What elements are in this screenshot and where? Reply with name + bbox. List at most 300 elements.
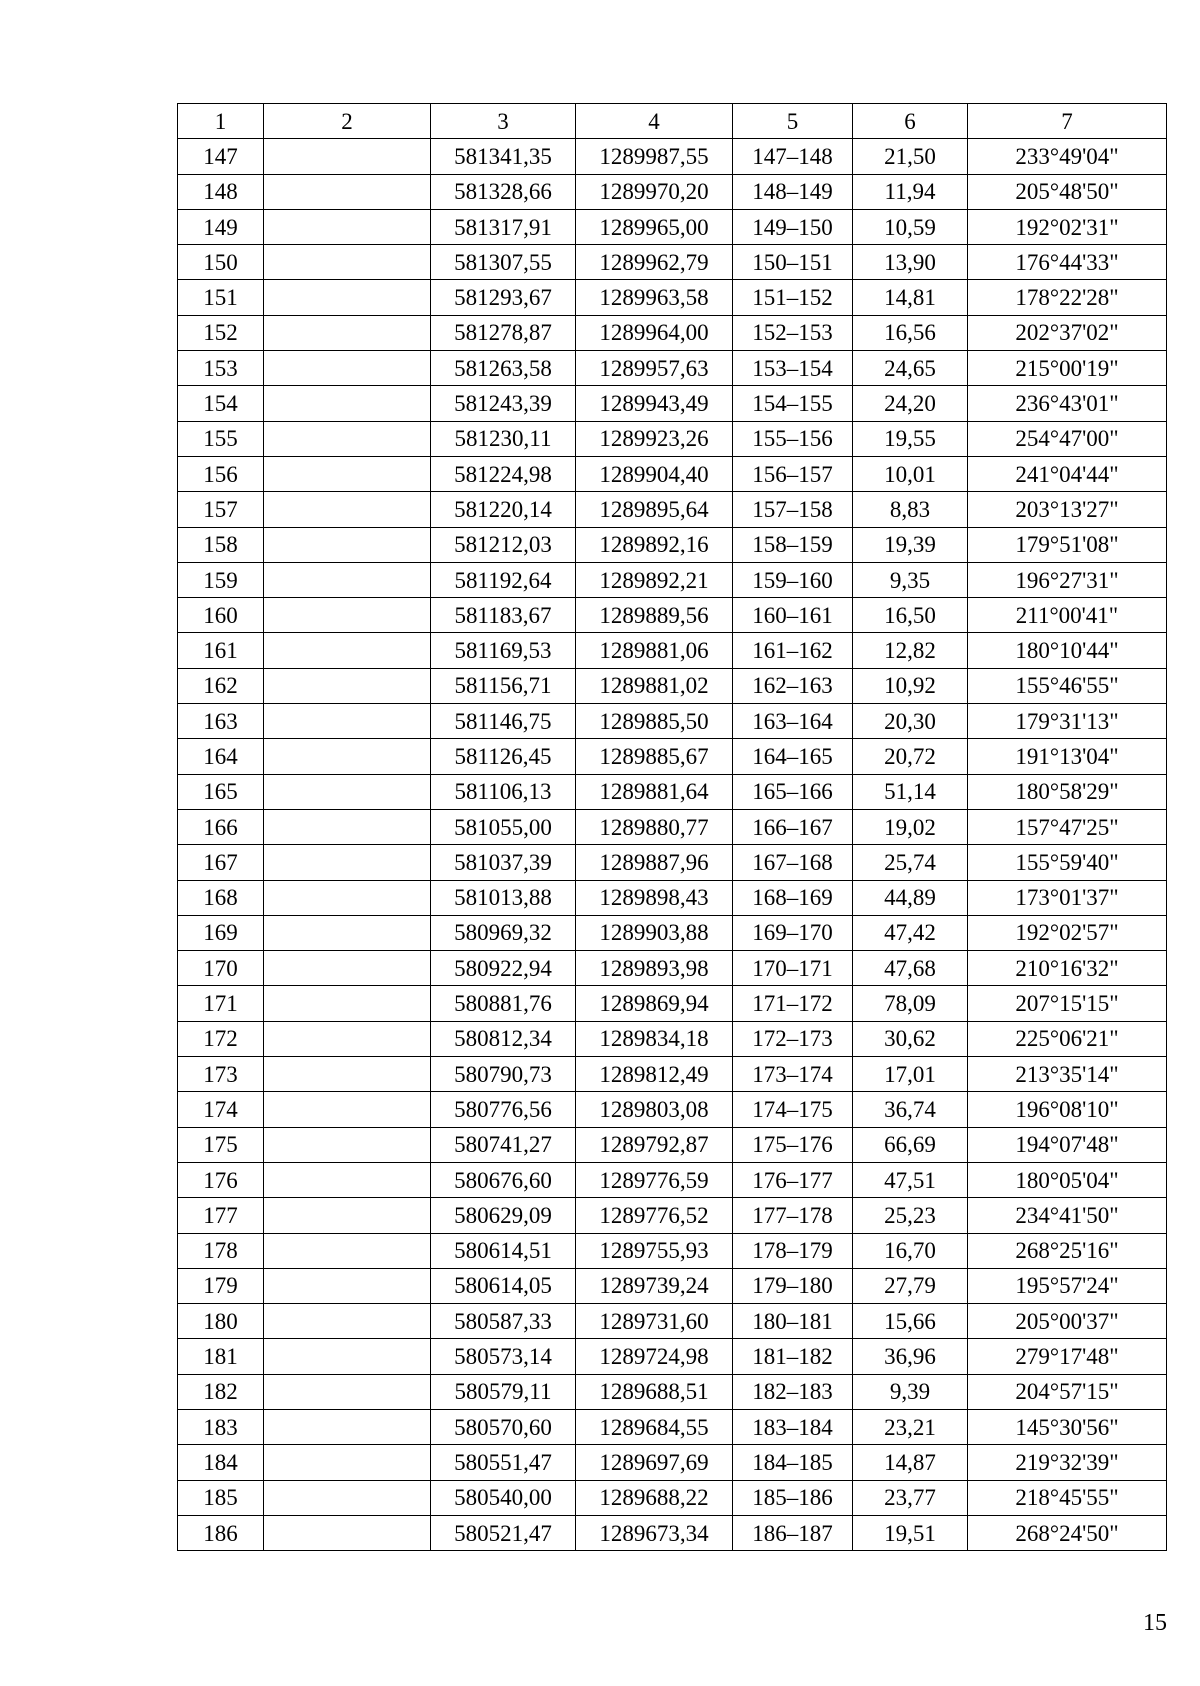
table-row bbox=[178, 1445, 1167, 1480]
table-cell bbox=[264, 139, 431, 174]
table-cell: 581263,58 bbox=[431, 351, 576, 386]
table-header-row bbox=[178, 104, 1167, 139]
table-cell: 172–173 bbox=[733, 1021, 853, 1056]
table-cell: 581212,03 bbox=[431, 527, 576, 562]
table-cell: 163–164 bbox=[733, 704, 853, 739]
table-cell bbox=[264, 209, 431, 244]
table-cell bbox=[264, 598, 431, 633]
table-cell: 8,83 bbox=[853, 492, 968, 527]
table-cell: 580551,47 bbox=[431, 1445, 576, 1480]
table-row bbox=[178, 1057, 1167, 1092]
table-cell: 148 bbox=[178, 174, 264, 209]
table-cell bbox=[264, 986, 431, 1021]
table-cell bbox=[264, 1445, 431, 1480]
table-cell: 580570,60 bbox=[431, 1409, 576, 1444]
table-cell: 44,89 bbox=[853, 880, 968, 915]
table-cell bbox=[264, 1515, 431, 1550]
table-cell: 160 bbox=[178, 598, 264, 633]
table-cell: 176–177 bbox=[733, 1162, 853, 1197]
table-cell: 213°35'14" bbox=[968, 1057, 1167, 1092]
table-cell: 161–162 bbox=[733, 633, 853, 668]
table-cell: 205°48'50" bbox=[968, 174, 1167, 209]
table-cell: 1289962,79 bbox=[576, 245, 733, 280]
table-cell: 177 bbox=[178, 1198, 264, 1233]
table-row bbox=[178, 1092, 1167, 1127]
table-cell: 167–168 bbox=[733, 845, 853, 880]
table-cell: 581293,67 bbox=[431, 280, 576, 315]
table-cell: 36,96 bbox=[853, 1339, 968, 1374]
table-cell: 178°22'28" bbox=[968, 280, 1167, 315]
table-cell: 11,94 bbox=[853, 174, 968, 209]
table-cell: 173 bbox=[178, 1057, 264, 1092]
table-cell bbox=[264, 456, 431, 491]
table-cell: 268°25'16" bbox=[968, 1233, 1167, 1268]
table-cell: 156–157 bbox=[733, 456, 853, 491]
table-cell bbox=[264, 1021, 431, 1056]
table-cell: 16,70 bbox=[853, 1233, 968, 1268]
table-cell: 24,65 bbox=[853, 351, 968, 386]
table-cell: 580741,27 bbox=[431, 1127, 576, 1162]
table-cell: 580676,60 bbox=[431, 1162, 576, 1197]
table-cell: 184 bbox=[178, 1445, 264, 1480]
table-cell: 1289731,60 bbox=[576, 1304, 733, 1339]
table-cell bbox=[264, 915, 431, 950]
table-cell: 155°59'40" bbox=[968, 845, 1167, 880]
table-cell: 1289755,93 bbox=[576, 1233, 733, 1268]
table-cell: 178 bbox=[178, 1233, 264, 1268]
table-body bbox=[178, 139, 1167, 1551]
table-cell: 13,90 bbox=[853, 245, 968, 280]
table-cell: 184–185 bbox=[733, 1445, 853, 1480]
page-number: 15 bbox=[1143, 1610, 1167, 1636]
table-cell: 1289881,06 bbox=[576, 633, 733, 668]
table-cell: 162 bbox=[178, 668, 264, 703]
table-cell: 176 bbox=[178, 1162, 264, 1197]
table-cell bbox=[264, 1127, 431, 1162]
table-cell: 180–181 bbox=[733, 1304, 853, 1339]
column-header: 5 bbox=[733, 104, 853, 139]
table-cell bbox=[264, 845, 431, 880]
table-cell: 177–178 bbox=[733, 1198, 853, 1233]
table-cell: 581055,00 bbox=[431, 809, 576, 844]
table-cell: 1289792,87 bbox=[576, 1127, 733, 1162]
table-cell: 176°44'33" bbox=[968, 245, 1167, 280]
table-cell: 192°02'31" bbox=[968, 209, 1167, 244]
table-cell: 156 bbox=[178, 456, 264, 491]
table-cell: 1289987,55 bbox=[576, 139, 733, 174]
table-cell: 154 bbox=[178, 386, 264, 421]
table-cell: 279°17'48" bbox=[968, 1339, 1167, 1374]
table-cell bbox=[264, 1374, 431, 1409]
table-cell: 19,55 bbox=[853, 421, 968, 456]
table-cell: 268°24'50" bbox=[968, 1515, 1167, 1550]
table-cell bbox=[264, 421, 431, 456]
table-cell: 170–171 bbox=[733, 951, 853, 986]
table-row bbox=[178, 1409, 1167, 1444]
table-cell bbox=[264, 1057, 431, 1092]
table-row bbox=[178, 986, 1167, 1021]
table-cell: 1289904,40 bbox=[576, 456, 733, 491]
table-row bbox=[178, 1374, 1167, 1409]
table-cell: 166–167 bbox=[733, 809, 853, 844]
table-cell: 182–183 bbox=[733, 1374, 853, 1409]
table-cell: 149 bbox=[178, 209, 264, 244]
table-cell: 1289776,59 bbox=[576, 1162, 733, 1197]
table-row bbox=[178, 1339, 1167, 1374]
table-cell: 154–155 bbox=[733, 386, 853, 421]
table-cell: 19,51 bbox=[853, 1515, 968, 1550]
table-cell: 191°13'04" bbox=[968, 739, 1167, 774]
table-cell: 10,01 bbox=[853, 456, 968, 491]
table-cell: 218°45'55" bbox=[968, 1480, 1167, 1515]
table-cell: 1289957,63 bbox=[576, 351, 733, 386]
table-row bbox=[178, 845, 1167, 880]
table-cell: 152 bbox=[178, 315, 264, 350]
table-cell: 158 bbox=[178, 527, 264, 562]
table-row bbox=[178, 633, 1167, 668]
table-cell: 78,09 bbox=[853, 986, 968, 1021]
table-cell: 47,51 bbox=[853, 1162, 968, 1197]
table-row bbox=[178, 280, 1167, 315]
table-cell: 580790,73 bbox=[431, 1057, 576, 1092]
table-cell: 186–187 bbox=[733, 1515, 853, 1550]
table-row bbox=[178, 351, 1167, 386]
table-cell: 167 bbox=[178, 845, 264, 880]
table-row bbox=[178, 598, 1167, 633]
table-cell: 180°05'04" bbox=[968, 1162, 1167, 1197]
table-cell: 159–160 bbox=[733, 562, 853, 597]
table-cell: 180°58'29" bbox=[968, 774, 1167, 809]
table-cell: 36,74 bbox=[853, 1092, 968, 1127]
table-cell: 51,14 bbox=[853, 774, 968, 809]
table-cell: 152–153 bbox=[733, 315, 853, 350]
table-cell: 581230,11 bbox=[431, 421, 576, 456]
table-cell: 254°47'00" bbox=[968, 421, 1167, 456]
table-cell: 25,74 bbox=[853, 845, 968, 880]
table-cell: 147–148 bbox=[733, 139, 853, 174]
table-cell bbox=[264, 1233, 431, 1268]
table-row bbox=[178, 315, 1167, 350]
table-cell bbox=[264, 562, 431, 597]
table-row bbox=[178, 1268, 1167, 1303]
table-cell bbox=[264, 1304, 431, 1339]
table-cell: 169 bbox=[178, 915, 264, 950]
table-cell bbox=[264, 809, 431, 844]
table-cell: 20,30 bbox=[853, 704, 968, 739]
table-cell bbox=[264, 951, 431, 986]
table-cell: 581156,71 bbox=[431, 668, 576, 703]
table-cell: 1289893,98 bbox=[576, 951, 733, 986]
table-cell: 1289970,20 bbox=[576, 174, 733, 209]
table-cell: 168 bbox=[178, 880, 264, 915]
table-row bbox=[178, 174, 1167, 209]
table-cell bbox=[264, 351, 431, 386]
table-cell: 9,35 bbox=[853, 562, 968, 597]
table-cell bbox=[264, 315, 431, 350]
table-cell: 150–151 bbox=[733, 245, 853, 280]
table-row bbox=[178, 1233, 1167, 1268]
table-cell: 162–163 bbox=[733, 668, 853, 703]
table-cell: 195°57'24" bbox=[968, 1268, 1167, 1303]
column-header: 7 bbox=[968, 104, 1167, 139]
table-cell: 202°37'02" bbox=[968, 315, 1167, 350]
table-cell: 181 bbox=[178, 1339, 264, 1374]
table-cell: 179 bbox=[178, 1268, 264, 1303]
table-row bbox=[178, 1021, 1167, 1056]
table-cell: 173–174 bbox=[733, 1057, 853, 1092]
table-cell: 210°16'32" bbox=[968, 951, 1167, 986]
table-cell: 1289688,51 bbox=[576, 1374, 733, 1409]
table-cell: 174–175 bbox=[733, 1092, 853, 1127]
column-header: 3 bbox=[431, 104, 576, 139]
table-cell: 192°02'57" bbox=[968, 915, 1167, 950]
table-cell: 1289895,64 bbox=[576, 492, 733, 527]
table-row bbox=[178, 562, 1167, 597]
table-cell: 21,50 bbox=[853, 139, 968, 174]
table-cell bbox=[264, 704, 431, 739]
table-cell: 581126,45 bbox=[431, 739, 576, 774]
table-row bbox=[178, 1304, 1167, 1339]
table-cell: 581192,64 bbox=[431, 562, 576, 597]
table-row bbox=[178, 209, 1167, 244]
table-cell: 153 bbox=[178, 351, 264, 386]
table-cell: 47,68 bbox=[853, 951, 968, 986]
table-cell: 178–179 bbox=[733, 1233, 853, 1268]
column-header: 1 bbox=[178, 104, 264, 139]
table-cell: 225°06'21" bbox=[968, 1021, 1167, 1056]
table-cell: 1289673,34 bbox=[576, 1515, 733, 1550]
table-cell: 24,20 bbox=[853, 386, 968, 421]
table-cell: 158–159 bbox=[733, 527, 853, 562]
table-cell: 66,69 bbox=[853, 1127, 968, 1162]
table-cell: 580969,32 bbox=[431, 915, 576, 950]
column-header: 4 bbox=[576, 104, 733, 139]
table-cell: 581146,75 bbox=[431, 704, 576, 739]
table-cell: 580614,05 bbox=[431, 1268, 576, 1303]
table-cell: 168–169 bbox=[733, 880, 853, 915]
table-cell: 185–186 bbox=[733, 1480, 853, 1515]
table-row bbox=[178, 139, 1167, 174]
table-cell: 1289965,00 bbox=[576, 209, 733, 244]
table-cell: 182 bbox=[178, 1374, 264, 1409]
table-cell: 580573,14 bbox=[431, 1339, 576, 1374]
table-cell: 16,56 bbox=[853, 315, 968, 350]
table-cell: 9,39 bbox=[853, 1374, 968, 1409]
table-cell: 211°00'41" bbox=[968, 598, 1167, 633]
table-cell: 581278,87 bbox=[431, 315, 576, 350]
table-cell: 1289684,55 bbox=[576, 1409, 733, 1444]
table-cell: 180°10'44" bbox=[968, 633, 1167, 668]
table-cell: 186 bbox=[178, 1515, 264, 1550]
table-cell: 1289688,22 bbox=[576, 1480, 733, 1515]
table-cell: 12,82 bbox=[853, 633, 968, 668]
table-cell bbox=[264, 739, 431, 774]
table-cell: 581224,98 bbox=[431, 456, 576, 491]
coordinates-table-container bbox=[177, 103, 1167, 1551]
table-cell: 215°00'19" bbox=[968, 351, 1167, 386]
table-cell bbox=[264, 492, 431, 527]
table-cell: 236°43'01" bbox=[968, 386, 1167, 421]
table-cell: 241°04'44" bbox=[968, 456, 1167, 491]
table-cell: 47,42 bbox=[853, 915, 968, 950]
table-cell: 10,92 bbox=[853, 668, 968, 703]
table-cell bbox=[264, 774, 431, 809]
table-cell: 580521,47 bbox=[431, 1515, 576, 1550]
table-cell: 1289724,98 bbox=[576, 1339, 733, 1374]
table-cell: 157 bbox=[178, 492, 264, 527]
table-cell: 581183,67 bbox=[431, 598, 576, 633]
table-cell: 10,59 bbox=[853, 209, 968, 244]
table-cell: 204°57'15" bbox=[968, 1374, 1167, 1409]
table-cell: 581013,88 bbox=[431, 880, 576, 915]
table-row bbox=[178, 739, 1167, 774]
table-cell: 580614,51 bbox=[431, 1233, 576, 1268]
table-cell: 581307,55 bbox=[431, 245, 576, 280]
table-cell: 1289887,96 bbox=[576, 845, 733, 880]
table-cell: 159 bbox=[178, 562, 264, 597]
table-cell: 1289697,69 bbox=[576, 1445, 733, 1480]
table-row bbox=[178, 421, 1167, 456]
table-cell: 172 bbox=[178, 1021, 264, 1056]
table-cell bbox=[264, 1339, 431, 1374]
table-cell: 185 bbox=[178, 1480, 264, 1515]
table-cell: 1289885,50 bbox=[576, 704, 733, 739]
table-cell: 14,81 bbox=[853, 280, 968, 315]
table-cell: 23,77 bbox=[853, 1480, 968, 1515]
table-cell: 580629,09 bbox=[431, 1198, 576, 1233]
table-cell: 1289812,49 bbox=[576, 1057, 733, 1092]
table-cell: 194°07'48" bbox=[968, 1127, 1167, 1162]
table-cell: 14,87 bbox=[853, 1445, 968, 1480]
table-cell: 160–161 bbox=[733, 598, 853, 633]
table-cell: 581106,13 bbox=[431, 774, 576, 809]
table-row bbox=[178, 386, 1167, 421]
table-cell: 580587,33 bbox=[431, 1304, 576, 1339]
table-cell: 1289739,24 bbox=[576, 1268, 733, 1303]
table-cell bbox=[264, 1198, 431, 1233]
table-cell: 16,50 bbox=[853, 598, 968, 633]
table-cell: 170 bbox=[178, 951, 264, 986]
table-cell bbox=[264, 1092, 431, 1127]
table-cell: 207°15'15" bbox=[968, 986, 1167, 1021]
table-cell: 155°46'55" bbox=[968, 668, 1167, 703]
coordinates-table bbox=[177, 103, 1167, 1551]
table-cell: 169–170 bbox=[733, 915, 853, 950]
table-cell bbox=[264, 245, 431, 280]
table-cell: 183 bbox=[178, 1409, 264, 1444]
table-cell: 581169,53 bbox=[431, 633, 576, 668]
table-cell: 581328,66 bbox=[431, 174, 576, 209]
table-row bbox=[178, 1515, 1167, 1550]
table-row bbox=[178, 880, 1167, 915]
table-cell: 1289880,77 bbox=[576, 809, 733, 844]
table-cell: 151–152 bbox=[733, 280, 853, 315]
table-cell: 181–182 bbox=[733, 1339, 853, 1374]
table-cell: 580540,00 bbox=[431, 1480, 576, 1515]
table-cell: 27,79 bbox=[853, 1268, 968, 1303]
table-cell: 165–166 bbox=[733, 774, 853, 809]
table-cell: 1289923,26 bbox=[576, 421, 733, 456]
table-cell: 164 bbox=[178, 739, 264, 774]
table-cell: 234°41'50" bbox=[968, 1198, 1167, 1233]
table-row bbox=[178, 668, 1167, 703]
table-cell: 1289885,67 bbox=[576, 739, 733, 774]
table-cell: 1289776,52 bbox=[576, 1198, 733, 1233]
table-cell bbox=[264, 1162, 431, 1197]
table-cell: 171–172 bbox=[733, 986, 853, 1021]
table-cell: 1289803,08 bbox=[576, 1092, 733, 1127]
table-cell: 1289963,58 bbox=[576, 280, 733, 315]
table-cell: 581317,91 bbox=[431, 209, 576, 244]
table-cell: 581341,35 bbox=[431, 139, 576, 174]
table-cell: 580579,11 bbox=[431, 1374, 576, 1409]
table-cell: 25,23 bbox=[853, 1198, 968, 1233]
table-cell: 174 bbox=[178, 1092, 264, 1127]
table-cell: 23,21 bbox=[853, 1409, 968, 1444]
table-cell: 183–184 bbox=[733, 1409, 853, 1444]
table-cell: 20,72 bbox=[853, 739, 968, 774]
table-cell: 164–165 bbox=[733, 739, 853, 774]
table-cell: 1289869,94 bbox=[576, 986, 733, 1021]
table-cell: 155 bbox=[178, 421, 264, 456]
table-cell: 175 bbox=[178, 1127, 264, 1162]
table-row bbox=[178, 774, 1167, 809]
column-header: 2 bbox=[264, 104, 431, 139]
table-cell: 19,39 bbox=[853, 527, 968, 562]
table-row bbox=[178, 1162, 1167, 1197]
table-cell: 153–154 bbox=[733, 351, 853, 386]
table-cell: 148–149 bbox=[733, 174, 853, 209]
table-cell: 145°30'56" bbox=[968, 1409, 1167, 1444]
table-cell: 203°13'27" bbox=[968, 492, 1167, 527]
table-row bbox=[178, 809, 1167, 844]
table-cell: 580812,34 bbox=[431, 1021, 576, 1056]
table-cell: 15,66 bbox=[853, 1304, 968, 1339]
table-cell: 17,01 bbox=[853, 1057, 968, 1092]
table-row bbox=[178, 492, 1167, 527]
table-cell: 179–180 bbox=[733, 1268, 853, 1303]
table-cell: 151 bbox=[178, 280, 264, 315]
table-row bbox=[178, 704, 1167, 739]
table-row bbox=[178, 456, 1167, 491]
table-cell bbox=[264, 1480, 431, 1515]
table-cell bbox=[264, 280, 431, 315]
table-cell: 1289964,00 bbox=[576, 315, 733, 350]
table-cell: 1289881,64 bbox=[576, 774, 733, 809]
table-cell: 179°51'08" bbox=[968, 527, 1167, 562]
table-cell: 1289892,21 bbox=[576, 562, 733, 597]
table-cell bbox=[264, 668, 431, 703]
table-cell: 173°01'37" bbox=[968, 880, 1167, 915]
table-cell: 166 bbox=[178, 809, 264, 844]
table-cell: 196°27'31" bbox=[968, 562, 1167, 597]
table-cell bbox=[264, 1409, 431, 1444]
table-cell: 1289898,43 bbox=[576, 880, 733, 915]
table-row bbox=[178, 1127, 1167, 1162]
table-cell: 179°31'13" bbox=[968, 704, 1167, 739]
table-cell: 196°08'10" bbox=[968, 1092, 1167, 1127]
column-header: 6 bbox=[853, 104, 968, 139]
table-row bbox=[178, 527, 1167, 562]
table-cell: 30,62 bbox=[853, 1021, 968, 1056]
table-cell: 581037,39 bbox=[431, 845, 576, 880]
table-cell: 165 bbox=[178, 774, 264, 809]
table-row bbox=[178, 951, 1167, 986]
table-cell: 1289903,88 bbox=[576, 915, 733, 950]
table-cell bbox=[264, 633, 431, 668]
table-cell: 149–150 bbox=[733, 209, 853, 244]
table-cell: 581220,14 bbox=[431, 492, 576, 527]
